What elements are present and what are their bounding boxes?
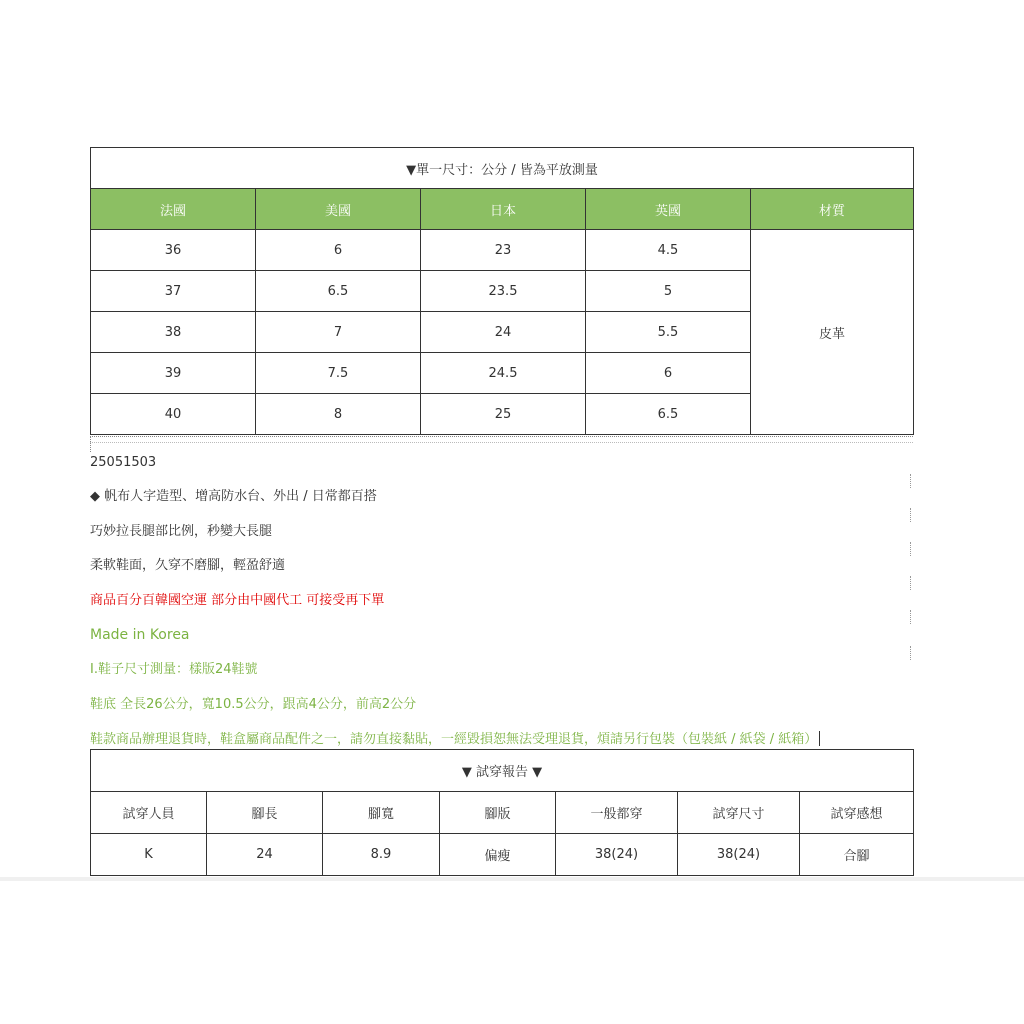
- feature-line: ◆ 帆布人字造型、增高防水台、外出 / 日常都百搭: [90, 489, 377, 504]
- size-table: [90, 147, 914, 435]
- cell-japan: 25: [421, 394, 586, 435]
- cell-uk: 6.5: [586, 394, 751, 435]
- cell-france: 38: [91, 312, 256, 353]
- text-caret: [819, 731, 820, 746]
- cell-usa: 6.5: [256, 271, 421, 312]
- measure-title: Ⅰ.鞋子尺寸測量：樣版24鞋號: [90, 662, 258, 677]
- header-usual-size: 一般都穿: [556, 792, 678, 834]
- fit-report-caption: ▼ 試穿報告 ▼: [91, 750, 914, 792]
- header-france: 法國: [91, 189, 256, 230]
- cell-foot-width: 8.9: [323, 834, 440, 876]
- dotted-divider: [910, 576, 911, 590]
- table-row: [91, 834, 914, 876]
- header-feedback: 試穿感想: [800, 792, 914, 834]
- table-row: [91, 230, 914, 271]
- cell-japan: 24: [421, 312, 586, 353]
- cell-tried-size: 38(24): [678, 834, 800, 876]
- cell-france: 40: [91, 394, 256, 435]
- cell-uk: 6: [586, 353, 751, 394]
- cell-usa: 7.5: [256, 353, 421, 394]
- cell-japan: 24.5: [421, 353, 586, 394]
- page-bottom-rule: [0, 877, 1024, 881]
- cell-uk: 5.5: [586, 312, 751, 353]
- feature-line: 巧妙拉長腿部比例，秒變大長腿: [90, 524, 273, 539]
- header-japan: 日本: [421, 189, 586, 230]
- dotted-divider: [910, 610, 911, 624]
- header-material: 材質: [751, 189, 914, 230]
- header-tester: 試穿人員: [91, 792, 207, 834]
- dotted-divider: [90, 442, 913, 443]
- cell-material: 皮革: [751, 230, 914, 435]
- product-code: 25051503: [90, 455, 157, 470]
- header-foot-shape: 腳版: [440, 792, 556, 834]
- import-notice: 商品百分百韓國空運 部分由中國代工 可接受再下單: [90, 593, 385, 608]
- cell-japan: 23.5: [421, 271, 586, 312]
- header-usa: 美國: [256, 189, 421, 230]
- header-tried-size: 試穿尺寸: [678, 792, 800, 834]
- cell-foot-length: 24: [207, 834, 323, 876]
- return-note-text: 鞋款商品辦理退貨時，鞋盒屬商品配件之一，請勿直接黏貼，一經毀損恕無法受理退貨，煩請另行包裝（包裝紙 / 紙袋 / 紙箱）: [90, 732, 818, 747]
- size-table-caption: ▼單一尺寸：公分 / 皆為平放測量: [91, 148, 914, 189]
- cell-uk: 4.5: [586, 230, 751, 271]
- cell-usa: 8: [256, 394, 421, 435]
- cell-uk: 5: [586, 271, 751, 312]
- fit-report-table: [90, 749, 914, 876]
- dotted-divider: [910, 646, 911, 660]
- dotted-divider: [90, 436, 91, 452]
- cell-foot-shape: 偏瘦: [440, 834, 556, 876]
- measure-detail: 鞋底 全長26公分，寬10.5公分，跟高4公分，前高2公分: [90, 697, 417, 712]
- return-note: [90, 731, 820, 749]
- dotted-divider: [90, 436, 913, 437]
- cell-usual-size: 38(24): [556, 834, 678, 876]
- fit-report-header-row: [91, 792, 914, 834]
- cell-usa: 7: [256, 312, 421, 353]
- size-table-header-row: [91, 189, 914, 230]
- made-in-label: Made in Korea: [90, 627, 190, 643]
- header-foot-length: 腳長: [207, 792, 323, 834]
- dotted-divider: [910, 474, 911, 488]
- cell-japan: 23: [421, 230, 586, 271]
- header-foot-width: 腳寬: [323, 792, 440, 834]
- cell-france: 36: [91, 230, 256, 271]
- cell-france: 39: [91, 353, 256, 394]
- cell-feedback: 合腳: [800, 834, 914, 876]
- product-notes: [90, 436, 913, 748]
- cell-france: 37: [91, 271, 256, 312]
- feature-line: 柔軟鞋面，久穿不磨腳，輕盈舒適: [90, 558, 286, 573]
- dotted-divider: [910, 542, 911, 556]
- header-uk: 英國: [586, 189, 751, 230]
- cell-tester: K: [91, 834, 207, 876]
- cell-usa: 6: [256, 230, 421, 271]
- dotted-divider: [910, 508, 911, 522]
